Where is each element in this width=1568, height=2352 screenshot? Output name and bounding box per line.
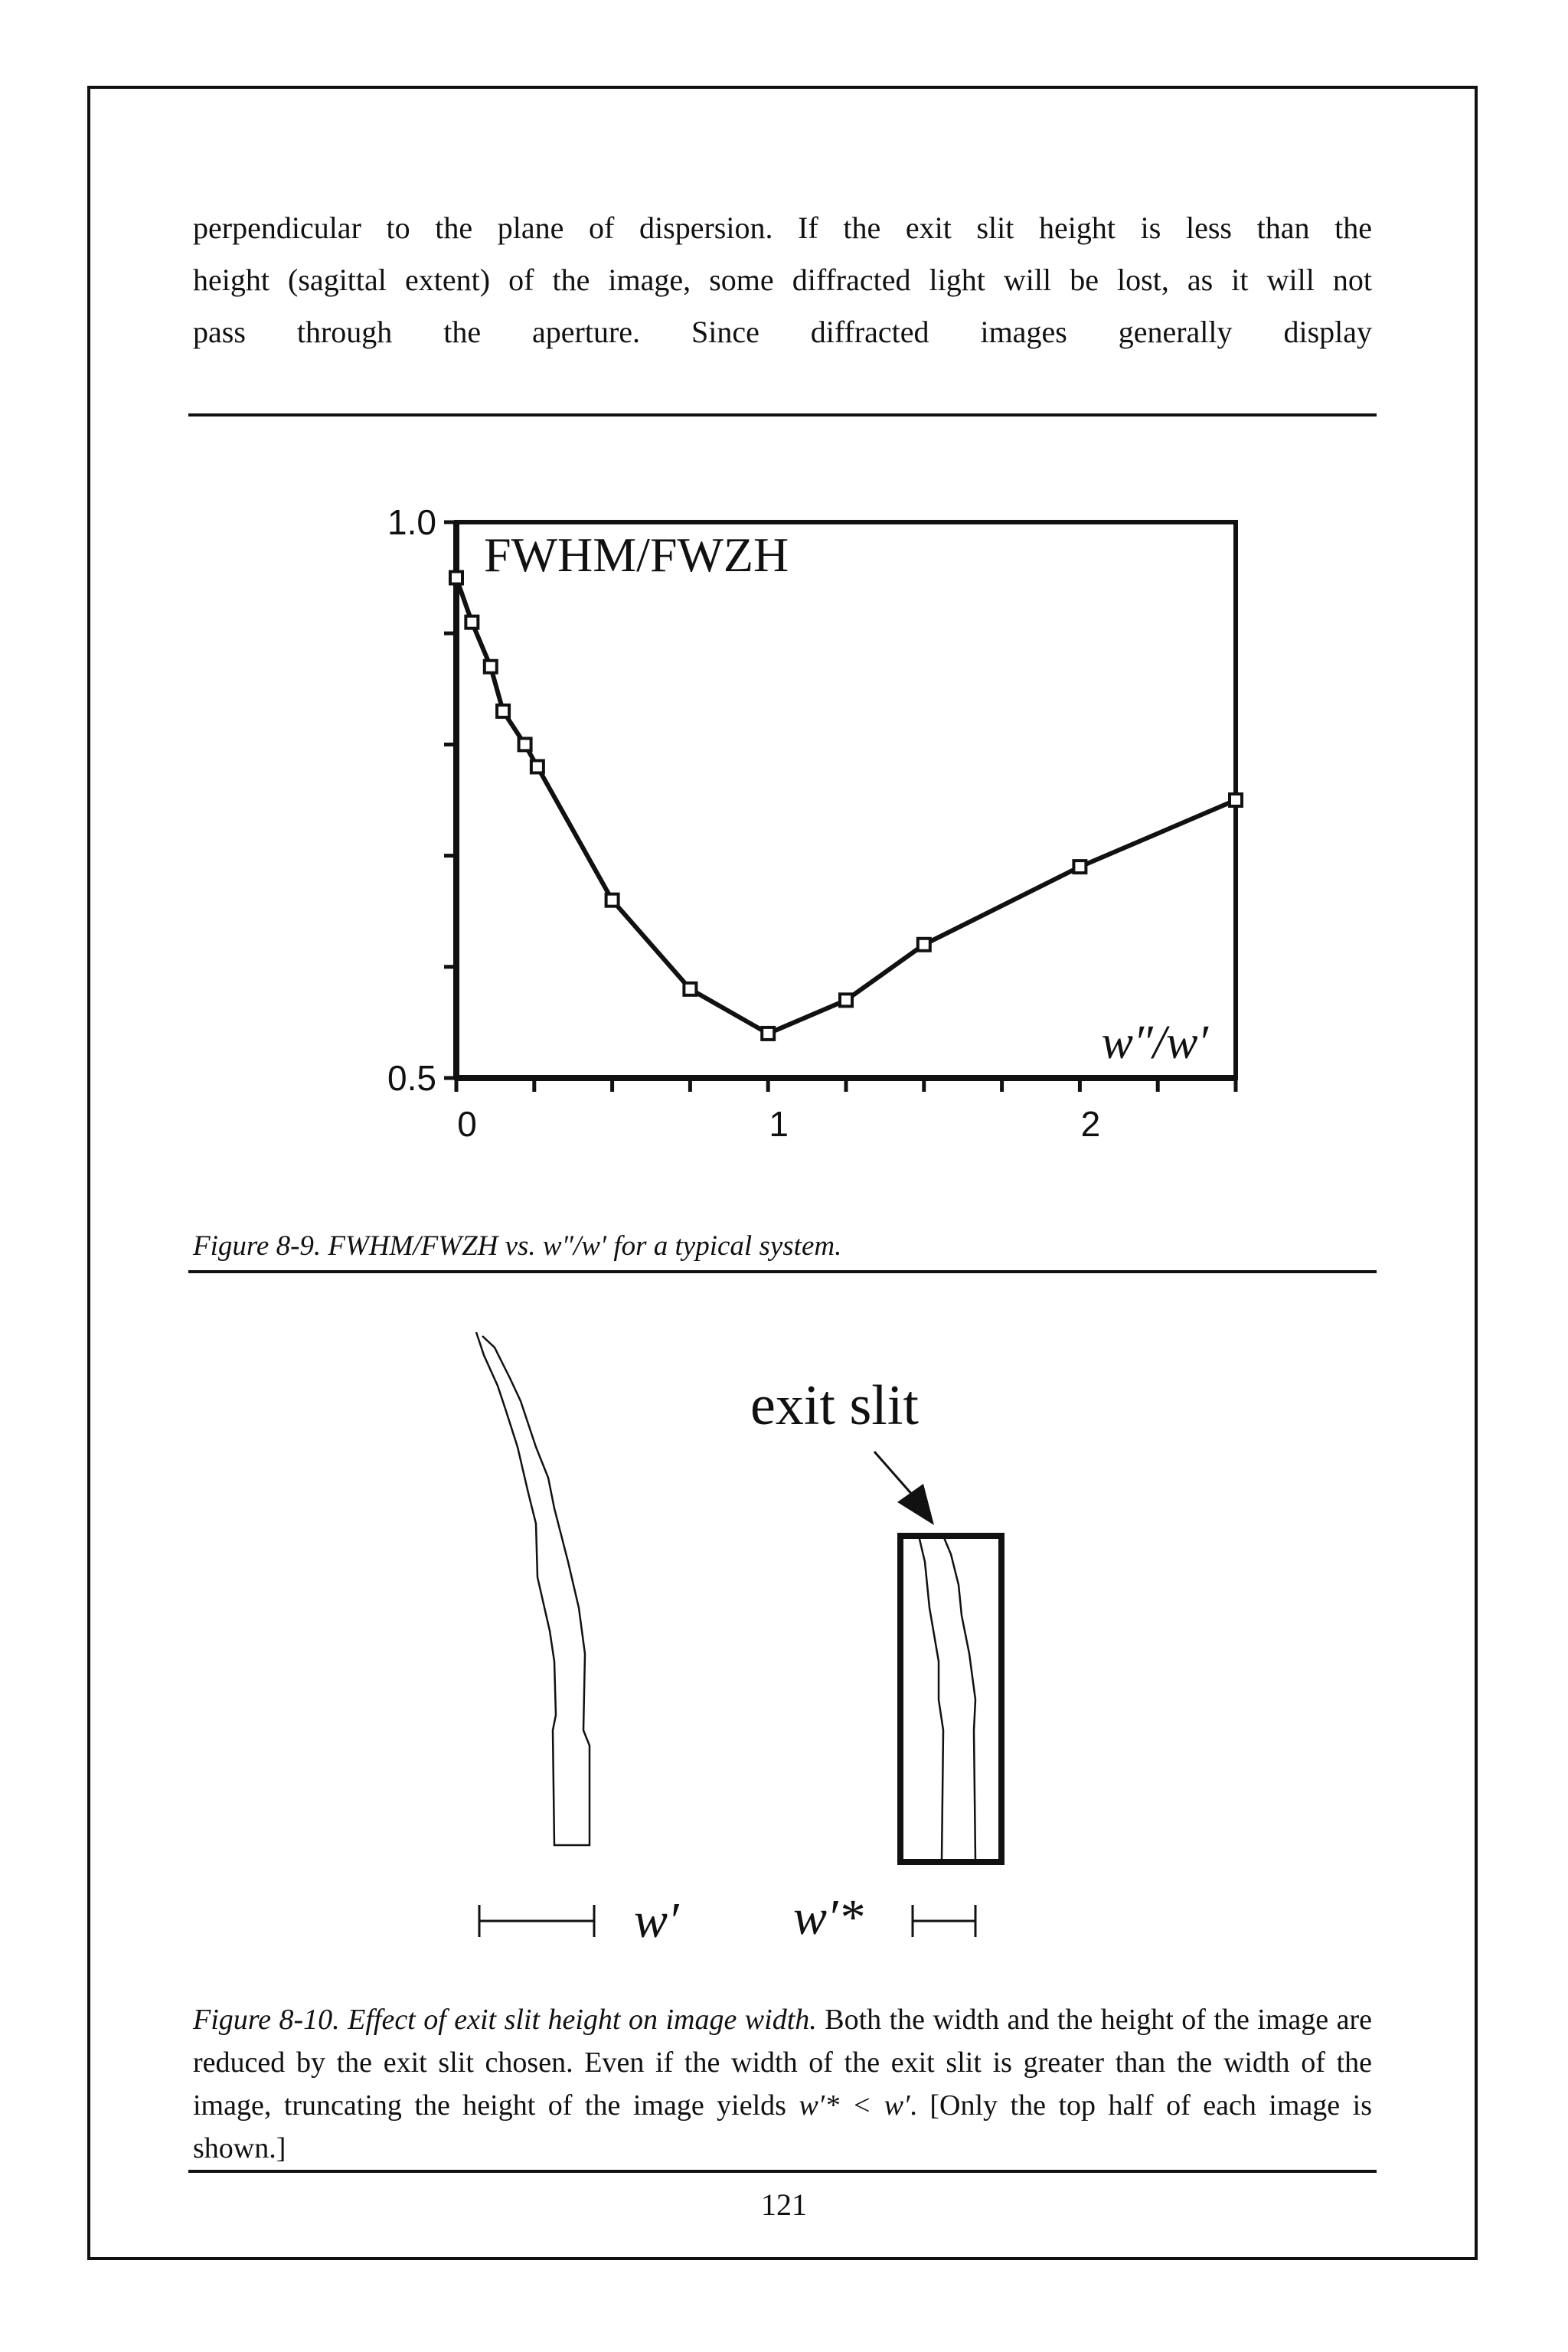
page-number: 121 xyxy=(761,2187,807,2222)
data-point xyxy=(519,738,531,750)
body-line-1: perpendicular to the plane of dispersion. If the exit slit height is less than the xyxy=(193,211,1372,245)
truncated-image-right-edge xyxy=(943,1536,975,1860)
data-point xyxy=(485,661,497,673)
x-tick-label: 1 xyxy=(769,1104,789,1144)
top-rule xyxy=(188,413,1377,416)
figure-8-10-caption-text-2: . [Only the top half of each image is shown.] xyxy=(193,2089,1372,2164)
figure-8-10-caption-text-1: Both the width and the height of the image are reduced by the exit slit chosen. Even if the width of the exit slit is greater than the width of the image, truncating the height of the image yields xyxy=(193,2004,1373,2122)
truncated-image-left-edge xyxy=(919,1536,943,1860)
figure-8-10-caption-title: Figure 8-10. Effect of exit slit height on image width. xyxy=(193,2004,817,2036)
body-line-3: pass through the aperture. Since diffracted images generally display xyxy=(193,315,1372,349)
exit-slit-arrow-head xyxy=(897,1484,934,1525)
data-point xyxy=(918,939,930,951)
figure-8-10-caption xyxy=(193,1998,1372,2170)
exit-slit-rect xyxy=(900,1536,1001,1862)
full-image-outline xyxy=(476,1332,590,1845)
figure-8-9-caption: Figure 8-9. FWHM/FWZH vs. w″/w′ for a typical system. xyxy=(193,1230,842,1262)
y-tick-label: 1.0 xyxy=(387,502,436,542)
data-point xyxy=(531,760,544,773)
data-point xyxy=(840,994,852,1006)
body-line-2: height (sagittal extent) of the image, some diffracted light will be lost, as it will not xyxy=(193,263,1372,297)
chart-title: FWHM/FWZH xyxy=(484,528,789,582)
x-tick-label: 0 xyxy=(457,1104,477,1144)
exit-slit-label: exit slit xyxy=(750,1374,919,1437)
w-prime-label: w′ xyxy=(634,1893,679,1949)
data-point xyxy=(606,894,619,906)
series-line xyxy=(456,578,1236,1034)
x-tick-label: 2 xyxy=(1080,1104,1101,1144)
data-point xyxy=(1073,861,1086,873)
w-prime-star-bracket xyxy=(913,1905,975,1937)
x-axis-label: w″/w′ xyxy=(1101,1017,1208,1069)
data-point xyxy=(684,983,696,995)
figure-8-9-rule xyxy=(188,1270,1377,1273)
data-point xyxy=(466,616,478,629)
w-prime-star-label: w′* xyxy=(793,1890,864,1945)
data-point xyxy=(450,572,462,584)
data-point xyxy=(762,1027,774,1040)
fwhm-chart xyxy=(0,459,1568,1240)
w-prime-bracket xyxy=(479,1905,594,1937)
data-point xyxy=(1230,794,1242,806)
exit-slit-diagram xyxy=(0,1302,1568,1991)
bottom-rule xyxy=(188,2170,1377,2173)
figure-8-10-caption-math: w′* < w′ xyxy=(799,2089,910,2122)
y-tick-label: 0.5 xyxy=(387,1058,436,1098)
data-point xyxy=(497,705,509,717)
